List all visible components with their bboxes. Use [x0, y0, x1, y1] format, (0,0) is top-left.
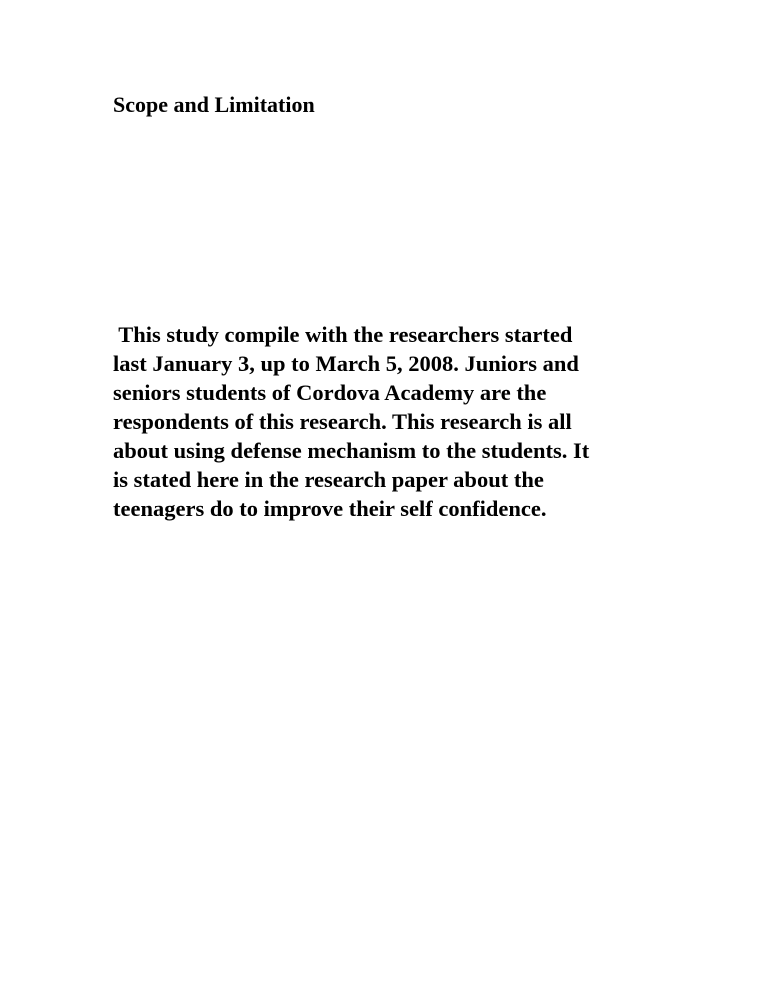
paragraph-line: respondents of this research. This research is all: [113, 409, 572, 434]
paragraph-line: last January 3, up to March 5, 2008. Juniors and: [113, 351, 579, 376]
body-paragraph: [113, 320, 673, 523]
section-heading: Scope and Limitation: [113, 92, 315, 117]
paragraph-line: teenagers do to improve their self confidence.: [113, 496, 547, 521]
paragraph-line: about using defense mechanism to the students. It: [113, 438, 590, 463]
paragraph-line: is stated here in the research paper about the: [113, 467, 544, 492]
paragraph-line: seniors students of Cordova Academy are the: [113, 380, 547, 405]
paragraph-line: This study compile with the researchers started: [113, 322, 573, 347]
